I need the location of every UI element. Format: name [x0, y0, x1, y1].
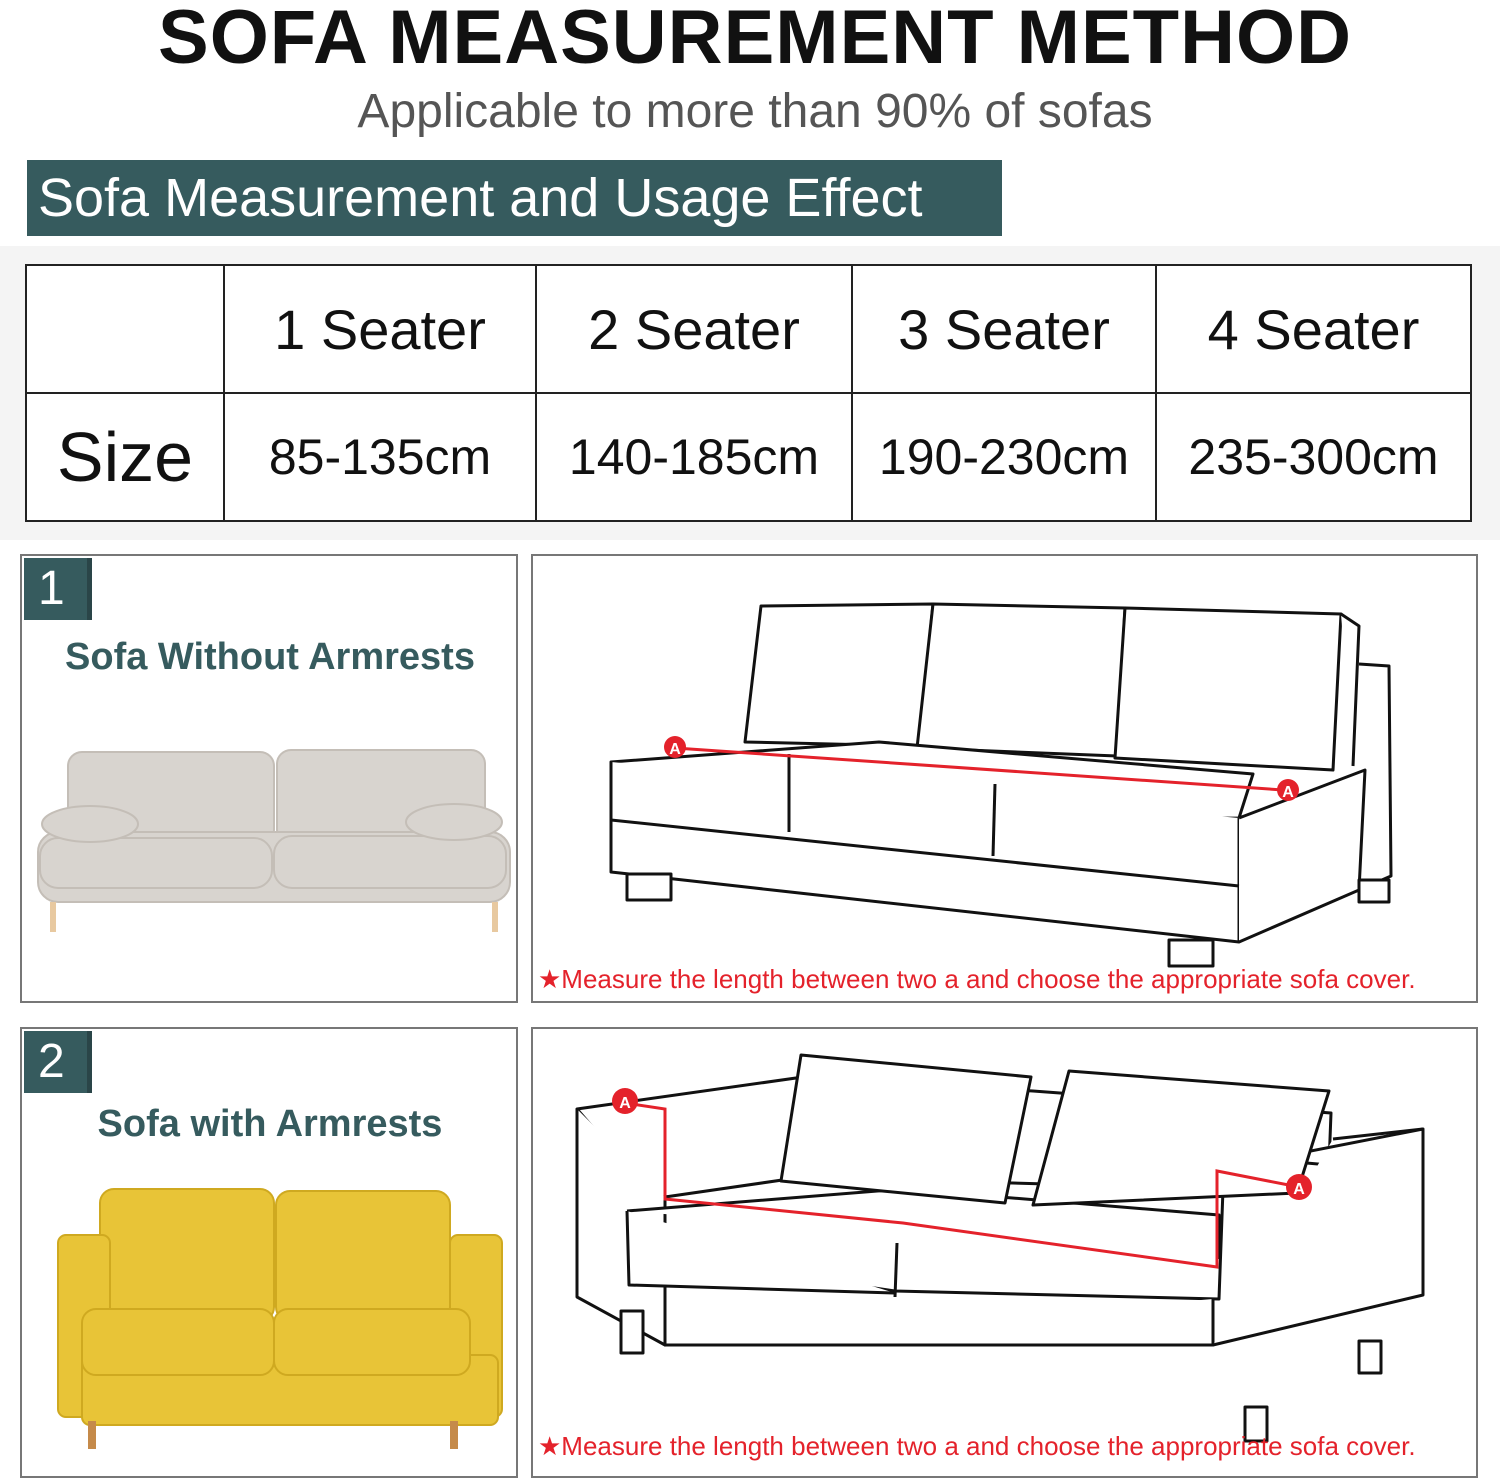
- size-table: [25, 264, 1472, 522]
- section-banner: Sofa Measurement and Usage Effect: [27, 160, 1002, 236]
- marker-label: A: [669, 741, 681, 758]
- table-header-cell: [26, 265, 224, 393]
- marker-label: A: [1282, 784, 1294, 801]
- page-subtitle: Applicable to more than 90% of sofas: [357, 85, 1153, 138]
- table-cell: 140-185cm: [536, 393, 852, 521]
- table-cell: 235-300cm: [1156, 393, 1471, 521]
- sofa-without-armrests-photo: [22, 556, 516, 1001]
- table-header-cell: 3 Seater: [852, 265, 1156, 393]
- table-header-row: [26, 265, 1471, 393]
- sofa-with-armrests-diagram: [533, 1029, 1476, 1476]
- panel-number-badge: 2: [24, 1031, 92, 1093]
- panel-2-diagram: [531, 1027, 1478, 1478]
- table-header-cell: 1 Seater: [224, 265, 536, 393]
- table-header-cell: 4 Seater: [1156, 265, 1471, 393]
- table-header-cell: 2 Seater: [536, 265, 852, 393]
- panel-number-badge: 1: [24, 558, 92, 620]
- table-row-label: Size: [26, 393, 224, 521]
- panel-label: Sofa Without Armrests: [65, 636, 475, 678]
- panel-1-diagram: [531, 554, 1478, 1003]
- panel-1-photo: [20, 554, 518, 1003]
- marker-label: A: [1293, 1181, 1305, 1198]
- sofa-without-armrests-diagram: [533, 556, 1476, 1001]
- table-cell: 190-230cm: [852, 393, 1156, 521]
- table-cell: 85-135cm: [224, 393, 536, 521]
- sofa-with-armrests-photo: [22, 1029, 516, 1476]
- measurement-note: ★Measure the length between two a and choose the appropriate sofa cover.: [538, 964, 1416, 994]
- marker-label: A: [619, 1095, 631, 1112]
- panel-2-photo: [20, 1027, 518, 1478]
- table-row: [26, 393, 1471, 521]
- panel-label: Sofa with Armrests: [97, 1103, 443, 1145]
- page-title: SOFA MEASUREMENT METHOD: [158, 0, 1352, 80]
- measurement-note: ★Measure the length between two a and choose the appropriate sofa cover.: [538, 1431, 1416, 1461]
